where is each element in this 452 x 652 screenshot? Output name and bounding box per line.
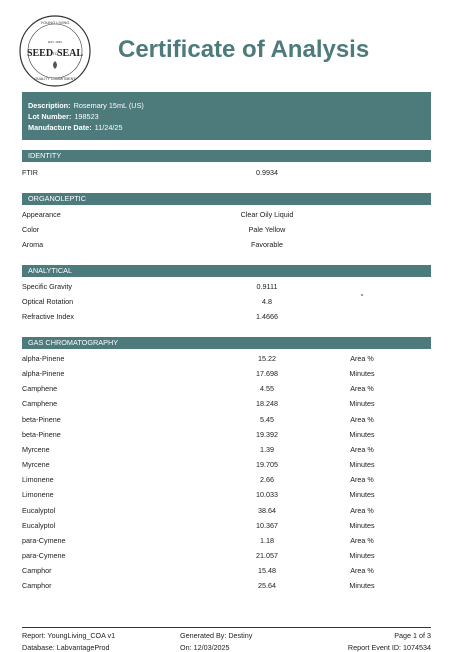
row-name: Specific Gravity (22, 282, 72, 291)
row-value: Favorable (251, 240, 283, 250)
footer-report: Report: YoungLiving_COA v1 (22, 631, 116, 640)
row-name: Limonene (22, 490, 54, 500)
row-value: 17.698 (256, 369, 278, 379)
row-value: 25.64 (258, 581, 276, 591)
row-unit: Area % (350, 535, 374, 545)
row-unit: Area % (350, 566, 374, 576)
row-value: Pale Yellow (248, 225, 286, 235)
mfg-label: Manufacture Date: (28, 123, 92, 132)
row-value: 19.705 (256, 460, 278, 470)
row-unit: ° (360, 292, 364, 302)
section-title: IDENTITY (28, 151, 62, 160)
mfg-value: 11/24/25 (94, 123, 123, 132)
description-row (28, 101, 144, 110)
lot-value: 198523 (74, 112, 99, 121)
row-unit: Area % (350, 505, 374, 515)
row-name: Eucalyptol (22, 520, 56, 530)
row-unit: Minutes (349, 369, 375, 379)
row-name: beta-Pinene (22, 429, 61, 439)
row-value: 5.45 (260, 414, 274, 424)
logo-text-est: EST. 1994 (48, 40, 62, 44)
row-value: 1.39 (260, 444, 274, 454)
row-name: Refractive Index (22, 312, 74, 322)
table-row (22, 536, 431, 546)
table-row (22, 445, 431, 455)
row-unit: Area % (350, 354, 374, 363)
section-title: GAS CHROMATOGRAPHY (28, 338, 119, 347)
table-row (22, 168, 431, 178)
table-row (22, 369, 431, 379)
section-organoleptic (22, 193, 431, 205)
row-unit: Minutes (349, 550, 375, 560)
table-row (22, 210, 431, 220)
row-unit: Minutes (349, 581, 375, 591)
row-value: Clear Oily Liquid (240, 210, 294, 219)
table-row (22, 354, 431, 364)
row-value: 38.64 (258, 505, 276, 515)
table-row (22, 460, 431, 470)
row-name: Appearance (22, 210, 61, 219)
lot-row (28, 112, 99, 121)
row-name: beta-Pinene (22, 414, 61, 424)
table-row (22, 521, 431, 531)
table-row (22, 384, 431, 394)
table-row (22, 399, 431, 409)
product-header (22, 92, 431, 140)
row-unit: Minutes (349, 399, 375, 409)
row-name: Eucalyptol (22, 505, 56, 515)
table-row (22, 430, 431, 440)
table-row (22, 551, 431, 561)
row-value: 1.18 (260, 535, 274, 545)
table-row (22, 506, 431, 516)
row-value: 15.22 (258, 354, 276, 363)
section-title: ORGANOLEPTIC (28, 194, 86, 203)
row-unit: Area % (350, 475, 374, 485)
section-analytical (22, 265, 431, 277)
row-name: Color (22, 225, 40, 235)
row-name: para-Cymene (22, 550, 66, 560)
description-value: Rosemary 15mL (US) (73, 101, 144, 110)
row-value: 10.033 (256, 490, 278, 500)
footer-generated-by: Generated By: Destiny (180, 631, 253, 640)
row-unit: Minutes (349, 460, 375, 470)
section-title: ANALYTICAL (28, 266, 73, 275)
description-label: Description: (28, 101, 71, 110)
row-unit: Minutes (349, 520, 375, 530)
footer-event-id: Report Event ID: 1074534 (347, 643, 431, 652)
footer-database: Database: LabvantageProd (22, 643, 110, 652)
row-name: Camphor (22, 581, 52, 591)
table-row (22, 566, 431, 576)
row-unit: Minutes (349, 429, 375, 439)
table-row (22, 225, 431, 235)
logo-text-to: TO (52, 51, 58, 56)
table-row (22, 490, 431, 500)
row-value: 4.55 (260, 384, 274, 394)
row-value: 18.248 (256, 399, 278, 409)
row-value: 21.057 (256, 550, 278, 560)
section-gas-chromatography (22, 337, 431, 349)
table-row (22, 312, 431, 322)
footer-divider (22, 627, 431, 628)
table-row (22, 282, 431, 292)
row-value: 15.48 (258, 566, 276, 576)
logo-text-seed: SEED (26, 48, 54, 59)
table-row (22, 581, 431, 591)
footer-on: On: 12/03/2025 (180, 643, 230, 652)
row-name: para-Cymene (22, 535, 66, 545)
table-row (22, 292, 431, 307)
row-name: Myrcene (22, 460, 50, 470)
row-name: Aroma (22, 240, 44, 250)
seed-to-seal-logo (18, 14, 92, 88)
row-unit: Minutes (349, 490, 375, 500)
row-name: alpha-Pinene (22, 369, 65, 379)
row-value: 0.9934 (256, 168, 278, 177)
footer-page: Page 1 of 3 (394, 631, 431, 640)
row-value: 19.392 (256, 429, 278, 439)
logo-text-top: YOUNG LIVING (40, 20, 70, 25)
section-identity (22, 150, 431, 162)
row-name: alpha-Pinene (22, 354, 65, 363)
row-value: 2.66 (260, 475, 274, 485)
row-name: Limonene (22, 475, 54, 485)
lot-label: Lot Number: (28, 112, 72, 121)
row-value: 4.8 (262, 297, 272, 307)
row-value: 1.4666 (256, 312, 278, 322)
leaf-icon (53, 61, 57, 69)
row-unit: Area % (350, 444, 374, 454)
row-name: Camphene (22, 399, 58, 409)
row-unit: Area % (350, 384, 374, 394)
row-value: 10.367 (256, 520, 278, 530)
logo-text-bottom: QUALITY COMMITMENT (34, 77, 76, 81)
table-row (22, 240, 431, 250)
row-unit: Area % (350, 414, 374, 424)
row-name: FTIR (22, 168, 38, 177)
row-name: Optical Rotation (22, 297, 74, 307)
row-name: Myrcene (22, 444, 50, 454)
logo-text-seal: SEAL (56, 48, 84, 59)
page-title: Certificate of Analysis (118, 36, 370, 63)
row-name: Camphor (22, 566, 52, 576)
mfg-row (28, 123, 123, 132)
row-name: Camphene (22, 384, 58, 394)
table-row (22, 475, 431, 485)
row-value: 0.9111 (256, 282, 278, 291)
table-row (22, 415, 431, 425)
